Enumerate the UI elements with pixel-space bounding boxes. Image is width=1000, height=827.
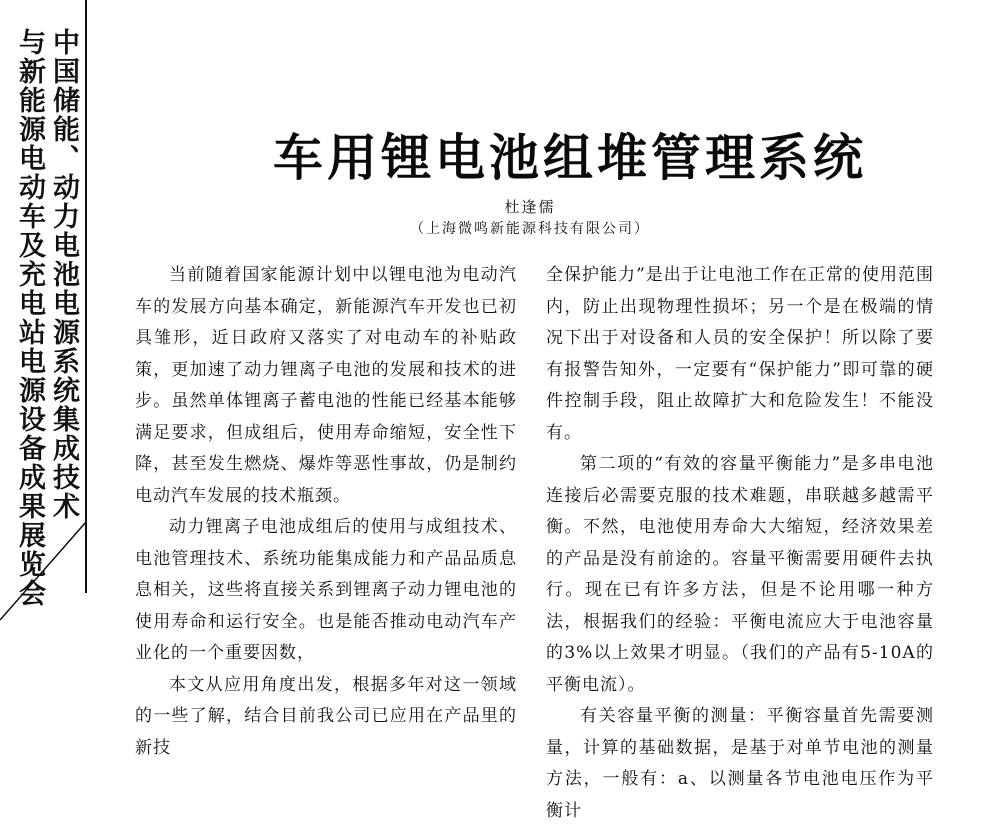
right-column	[546, 260, 934, 827]
sidebar-title-line-1: 中国储能、动力电池电源系统集成技术	[48, 28, 79, 521]
article-affiliation: （上海微鸣新能源科技有限公司）	[410, 221, 650, 237]
sidebar-title-line-2: 与新能源电动车及充电站电源设备成果展览会	[14, 28, 45, 608]
sidebar-banner	[0, 0, 86, 698]
paragraph: 全保护能力”是出于让电池工作在正常的使用范围内，防止出现物理性损坏；另一个是在极端的情况下出于对设备和人员的安全保护！所以除了要有报警告知外，一定要有“保护能力”即可靠的硬件控制手段，阻止故障扩大和危险发生！不能没有。	[546, 265, 934, 443]
paragraph: 第二项的“有效的容量平衡能力”是多串电池连接后必需要克服的技术难题，串联越多越需平衡。不然，电池使用寿命大大缩短，经济效果差的产品是没有前途的。容量平衡需要用硬件去执行。现在已有许多方法，但是不论用哪一种方法，根据我们的经验：平衡电流应大于电池容量的3%以上效果才明显。（我们的产品有5-10A的平衡电流）。	[546, 454, 934, 695]
sidebar-vertical-rule	[85, 0, 87, 593]
paragraph: 动力锂离子电池成组后的使用与成组技术、电池管理技术、系统功能集成能力和产品品质息息相关，这些将直接关系到锂离子动力锂电池的使用寿命和运行安全。也是能否推动电动汽车产业化的一个重要因数，	[135, 517, 517, 663]
article-title: 车用锂电池组堆管理系统	[273, 129, 867, 187]
paragraph: 当前随着国家能源计划中以锂电池为电动汽车的发展方向基本确定，新能源汽车开发也已初具雏形，近日政府又落实了对电动车的补贴政策，更加速了动力锂离子电池的发展和技术的进步。虽然单体锂离子蓄电池的性能已经基本能够满足要求，但成组后，使用寿命缩短，安全性下降，甚至发生燃烧、爆炸等恶性事故，仍是制约电动汽车发展的技术瓶颈。	[135, 265, 517, 506]
left-column	[135, 260, 517, 764]
paragraph: 有关容量平衡的测量：平衡容量首先需要测量，计算的基础数据，是基于对单节电池的测量方法，一般有：a、以测量各节电池电压作为平衡计	[546, 706, 934, 821]
article-author: 杜逢儒	[504, 198, 556, 216]
paragraph: 本文从应用角度出发，根据多年对这一领域的一些了解，结合目前我公司已应用在产品里的新技	[135, 674, 517, 758]
